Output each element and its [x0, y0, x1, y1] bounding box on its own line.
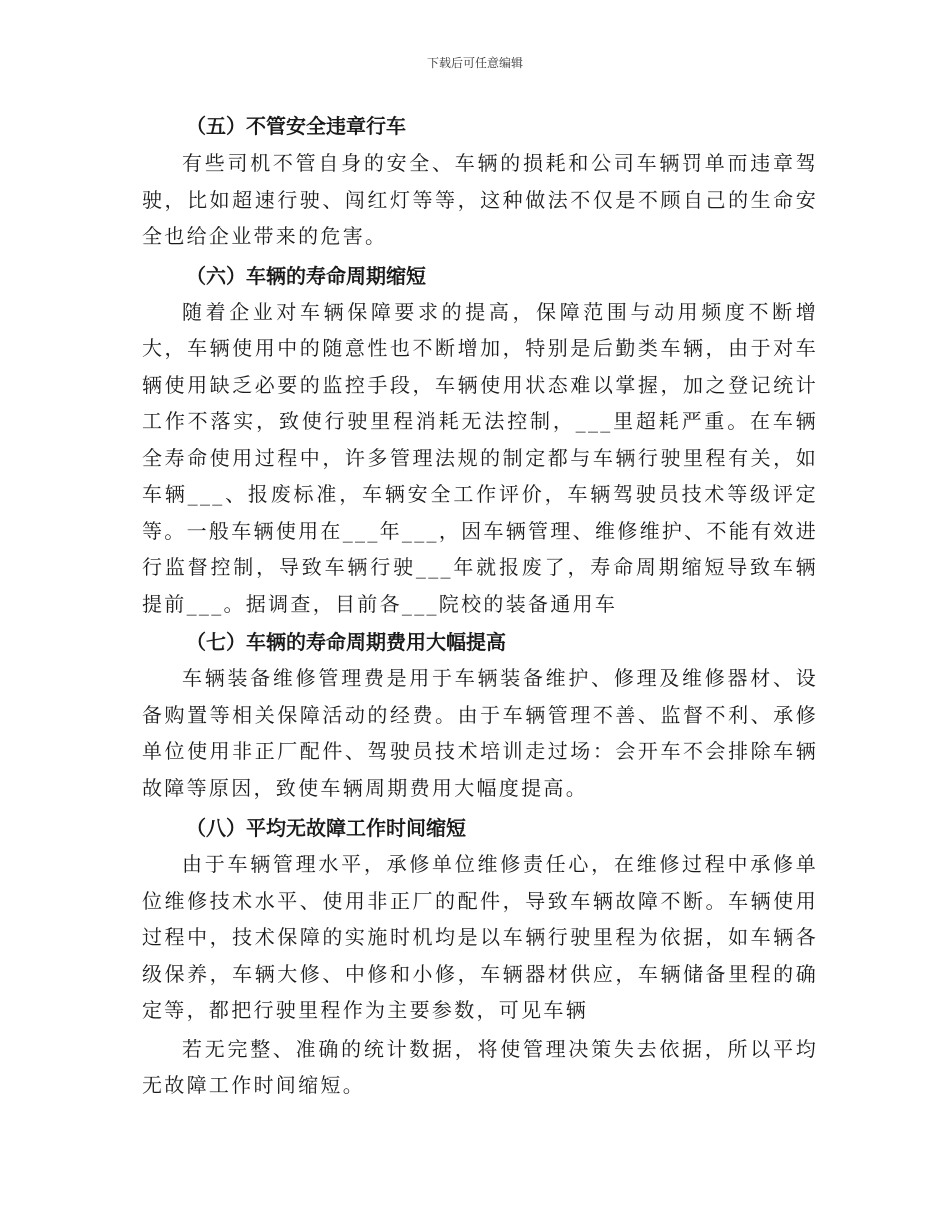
section-paragraph: 随着企业对车辆保障要求的提高，保障范围与动用频度不断增大，车辆使用中的随意性也不断增加，特别是后勤类车辆，由于对车辆使用缺乏必要的监控手段，车辆使用状态难以掌握，加之登记统计工作不落实，致使行驶里程消耗无法控制，___里超耗严重。在车辆全寿命使用过程中，许多管理法规的制定都与车辆行驶里程有关，如车辆___、报废标准，车辆安全工作评价，车辆驾驶员技术等级评定等。一般车辆使用在___年___，因车辆管理、维修维护、不能有效进行监督控制，导致车辆行驶___年就报废了，寿命周期缩短导致车辆提前___。据调查，目前各___院校的装备通用车 [142, 299, 818, 616]
section-paragraph: 有些司机不管自身的安全、车辆的损耗和公司车辆罚单而违章驾驶，比如超速行驶、闯红灯等等，这种做法不仅是不顾自己的生命安全也给企业带来的危害。 [142, 151, 818, 248]
section-paragraph: 若无完整、准确的统计数据，将使管理决策失去依据，所以平均无故障工作时间缩短。 [142, 1036, 818, 1097]
section-heading: （八）平均无故障工作时间缩短 [186, 816, 466, 840]
document-body [142, 108, 818, 1104]
section-heading: （七）车辆的寿命周期费用大幅提高 [186, 630, 506, 654]
section-paragraph: 由于车辆管理水平，承修单位维修责任心，在维修过程中承修单位维修技术水平、使用非正厂的配件，导致车辆故障不断。车辆使用过程中，技术保障的实施时机均是以车辆行驶里程为依据，如车辆各级保养，车辆大修、中修和小修，车辆器材供应，车辆储备里程的确定等，都把行驶里程作为主要参数，可见车辆 [142, 852, 818, 1022]
section-heading: （六）车辆的寿命周期缩短 [186, 263, 426, 288]
page-header-note: 下载后可任意编辑 [426, 56, 523, 70]
section-paragraph: 车辆装备维修管理费是用于车辆装备维护、修理及维修器材、设备购置等相关保障活动的经费。由于车辆管理不善、监督不利、承修单位使用非正厂配件、驾驶员技术培训走过场：会开车不会排除车辆故障等原因，致使车辆周期费用大幅度提高。 [142, 666, 818, 800]
section-heading: （五）不管安全违章行车 [186, 114, 406, 138]
